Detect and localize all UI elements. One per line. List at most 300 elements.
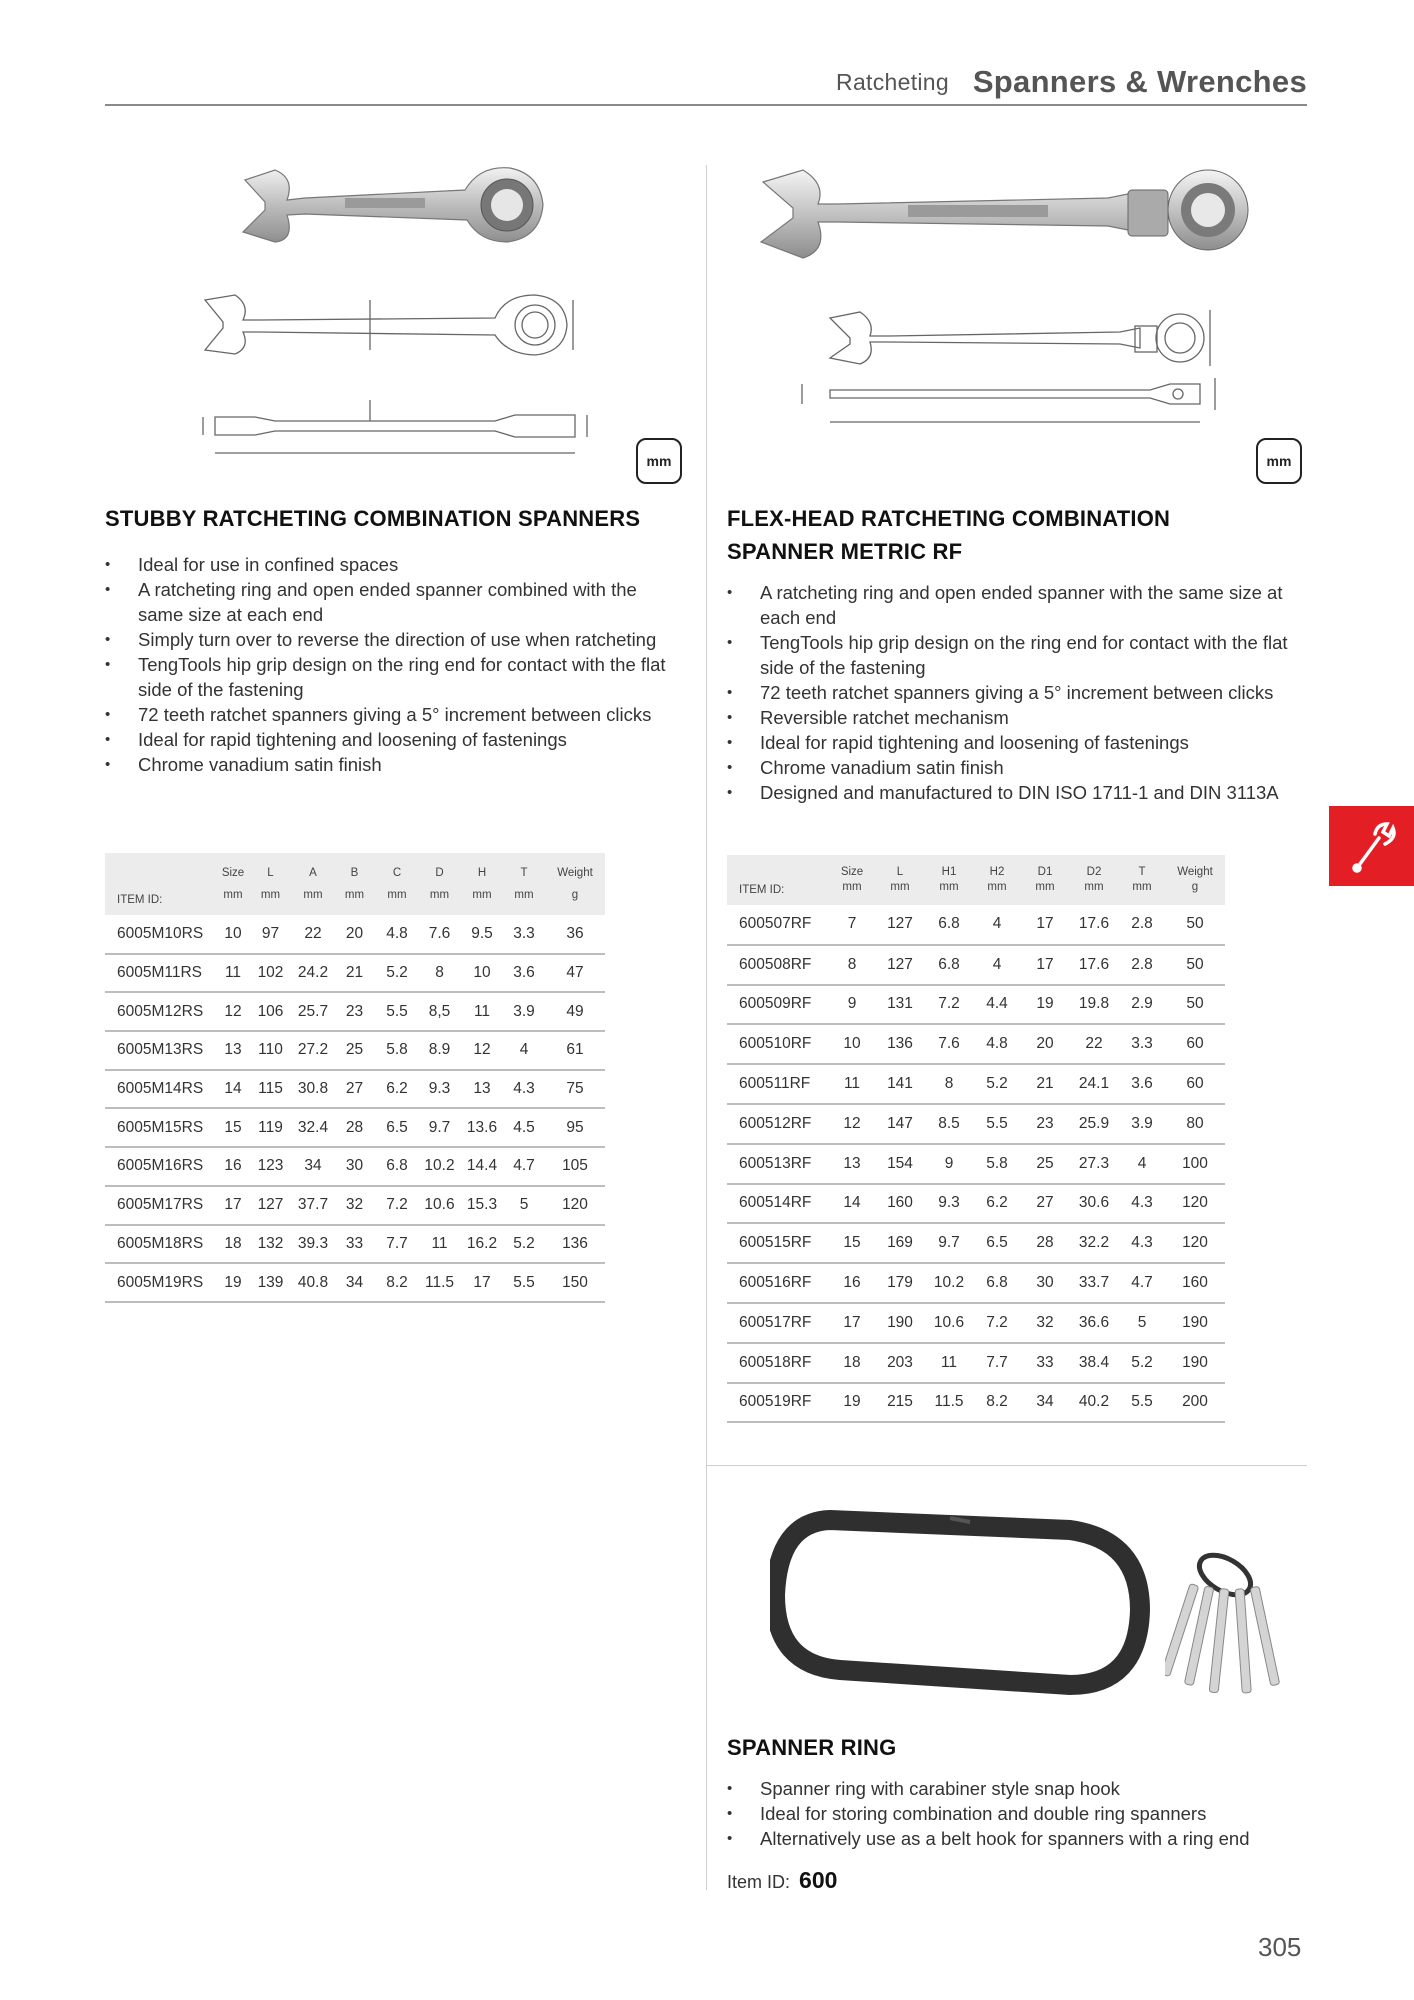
table-cell: 141 [875,1064,925,1104]
table-header-cell: Weight g [1177,866,1213,893]
table-cell: 49 [545,992,605,1031]
table-cell: 5.5 [973,1104,1021,1144]
table-cell: 95 [545,1108,605,1147]
table-row [727,905,1225,945]
item-id-cell: 600515RF [727,1223,829,1263]
table-cell: 17 [1021,945,1069,985]
table-cell: 120 [1165,1184,1225,1224]
table-cell: 80 [1165,1104,1225,1144]
table-row [727,945,1225,985]
item-id-cell: 600507RF [727,905,829,945]
table-cell: 20 [333,915,376,954]
table-cell: 3.9 [503,992,545,1031]
table-cell: 23 [333,992,376,1031]
table-cell: 136 [875,1024,925,1064]
table-cell: 190 [1165,1343,1225,1383]
table-cell: 3.3 [1119,1024,1165,1064]
item-id-cell: 6005M12RS [105,992,218,1031]
table-cell: 11.5 [925,1383,973,1423]
list-item: • TengTools hip grip design on the ring end for contact with the flat side of the fastening [727,630,1307,680]
item-id-cell: 600516RF [727,1263,829,1303]
item-id-cell: 600519RF [727,1383,829,1423]
table-cell: 17 [218,1186,248,1225]
table-cell: 110 [248,1031,293,1070]
table-cell: 136 [545,1225,605,1264]
table-cell: 30 [1021,1263,1069,1303]
table-row [105,915,605,954]
item-id-cell: 6005M13RS [105,1031,218,1070]
table-cell: 23 [1021,1104,1069,1144]
table-row [727,1343,1225,1383]
table-cell: 7.7 [973,1343,1021,1383]
table-cell: 10.2 [418,1147,461,1186]
table-cell: 139 [248,1263,293,1302]
table-header-cell: A mm [303,867,323,901]
table-cell: 28 [1021,1223,1069,1263]
column-divider [706,165,707,1890]
table-cell: 37.7 [293,1186,333,1225]
table-cell: 25.9 [1069,1104,1119,1144]
table-cell: 14.4 [461,1147,503,1186]
table-cell: 4 [973,905,1021,945]
table-cell: 33 [333,1225,376,1264]
table-cell: 17.6 [1069,945,1119,985]
flex-head-spanner-photo [758,162,1273,267]
table-row [727,985,1225,1025]
table-cell: 203 [875,1343,925,1383]
table-cell: 12 [461,1031,503,1070]
table-cell: 215 [875,1383,925,1423]
table-cell: 119 [248,1108,293,1147]
table-header-cell: B mm [344,867,365,901]
table-cell: 6.8 [973,1263,1021,1303]
table-cell: 13 [218,1031,248,1070]
table-cell: 36.6 [1069,1303,1119,1343]
table-cell: 5.8 [973,1144,1021,1184]
table-cell: 13 [461,1070,503,1109]
table-cell: 5.2 [1119,1343,1165,1383]
table-cell: 10.6 [925,1303,973,1343]
table-cell: 5.5 [1119,1383,1165,1423]
table-cell: 6.2 [376,1070,418,1109]
table-row [727,1184,1225,1224]
table-cell: 17 [1021,905,1069,945]
table-cell: 8.9 [418,1031,461,1070]
table-cell: 5.2 [973,1064,1021,1104]
stubby-spec-table [105,853,605,1303]
table-header-cell: H1 mm [939,866,959,893]
table-row [105,954,605,993]
list-item: • Ideal for rapid tightening and loosening of fastenings [105,727,675,752]
table-cell: 190 [1165,1303,1225,1343]
table-cell: 11 [418,1225,461,1264]
table-cell: 27 [333,1070,376,1109]
table-row [105,1147,605,1186]
table-cell: 15.3 [461,1186,503,1225]
table-cell: 75 [545,1070,605,1109]
table-cell: 19 [829,1383,875,1423]
table-cell: 5.5 [503,1263,545,1302]
item-id-cell: 600517RF [727,1303,829,1343]
table-cell: 20 [1021,1024,1069,1064]
table-cell: 22 [1069,1024,1119,1064]
table-cell: 61 [545,1031,605,1070]
table-cell: 11 [925,1343,973,1383]
table-cell: 4.8 [973,1024,1021,1064]
table-cell: 131 [875,985,925,1025]
table-cell: 7.2 [973,1303,1021,1343]
table-cell: 3.3 [503,915,545,954]
table-cell: 3.6 [1119,1064,1165,1104]
table-row [727,1104,1225,1144]
table-cell: 2.8 [1119,945,1165,985]
list-item: • Ideal for rapid tightening and loosening of fastenings [727,730,1307,755]
header-subtitle: Ratcheting [836,69,949,95]
table-cell: 32.2 [1069,1223,1119,1263]
table-cell: 9.5 [461,915,503,954]
item-id-cell: 6005M19RS [105,1263,218,1302]
table-cell: 102 [248,954,293,993]
table-cell: 8 [925,1064,973,1104]
spanner-ring-photo [770,1500,1150,1700]
table-cell: 5 [1119,1303,1165,1343]
table-cell: 10.6 [418,1186,461,1225]
table-cell: 132 [248,1225,293,1264]
table-cell: 4.3 [1119,1223,1165,1263]
table-cell: 28 [333,1108,376,1147]
table-cell: 5.2 [503,1225,545,1264]
table-cell: 97 [248,915,293,954]
section-divider [706,1465,1307,1466]
table-cell: 9.3 [925,1184,973,1224]
list-item: • Ideal for storing combination and double ring spanners [727,1801,1307,1826]
table-cell: 4.7 [503,1147,545,1186]
page-number: 305 [1258,1932,1302,1962]
table-cell: 15 [218,1108,248,1147]
table-cell: 34 [333,1263,376,1302]
table-cell: 24.2 [293,954,333,993]
table-cell: 40.8 [293,1263,333,1302]
flex-head-spec-table [727,855,1225,1423]
item-id-cell: 6005M18RS [105,1225,218,1264]
spanner-set-on-ring-photo [1165,1545,1285,1705]
item-id-cell: 6005M11RS [105,954,218,993]
table-row [105,1108,605,1147]
table-cell: 154 [875,1144,925,1184]
table-cell: 7.6 [925,1024,973,1064]
table-header-cell: D2 mm [1084,866,1104,893]
table-cell: 190 [875,1303,925,1343]
table-header-cell: T mm [1132,866,1152,893]
list-item: • Simply turn over to reverse the direction of use when ratcheting [105,627,675,652]
table-header-cell: L mm [890,866,910,893]
table-cell: 12 [829,1104,875,1144]
table-cell: 27 [1021,1184,1069,1224]
table-cell: 21 [1021,1064,1069,1104]
table-cell: 8 [829,945,875,985]
table-header-row [105,853,605,915]
metric-badge: mm [1256,438,1302,484]
table-cell: 127 [875,945,925,985]
stubby-spanner-side-drawing [195,395,600,460]
table-cell: 60 [1165,1024,1225,1064]
table-cell: 7.2 [925,985,973,1025]
table-cell: 179 [875,1263,925,1303]
table-cell: 4.7 [1119,1263,1165,1303]
table-cell: 22 [293,915,333,954]
table-cell: 123 [248,1147,293,1186]
table-row [105,1070,605,1109]
table-cell: 16 [829,1263,875,1303]
table-row [727,1303,1225,1343]
table-cell: 3.9 [1119,1104,1165,1144]
table-row [727,1144,1225,1184]
table-header-cell: Size mm [840,866,864,893]
table-cell: 25.7 [293,992,333,1031]
item-id-cell: 600510RF [727,1024,829,1064]
table-cell: 47 [545,954,605,993]
table-cell: 18 [218,1225,248,1264]
stubby-feature-list [105,552,675,777]
spanner-ring-item-id [727,1867,837,1894]
table-cell: 106 [248,992,293,1031]
table-cell: 4 [1119,1144,1165,1184]
table-cell: 147 [875,1104,925,1144]
table-cell: 32 [1021,1303,1069,1343]
table-cell: 32 [333,1186,376,1225]
table-cell: 40.2 [1069,1383,1119,1423]
table-cell: 9.3 [418,1070,461,1109]
table-header-row [727,855,1225,905]
list-item: • TengTools hip grip design on the ring end for contact with the flat side of the fastening [105,652,675,702]
table-cell: 11 [461,992,503,1031]
table-cell: 10 [829,1024,875,1064]
stubby-section-title: STUBBY RATCHETING COMBINATION SPANNERS [105,506,641,531]
item-id-label: Item ID: [727,1872,791,1892]
table-header-cell: ITEM ID: [739,884,785,896]
table-row [105,1225,605,1264]
item-id-cell: 600513RF [727,1144,829,1184]
table-cell: 34 [1021,1383,1069,1423]
table-cell: 7.6 [418,915,461,954]
table-cell: 18 [829,1343,875,1383]
section-tab[interactable] [1329,806,1414,886]
table-cell: 27.3 [1069,1144,1119,1184]
item-id-cell: 600514RF [727,1184,829,1224]
table-cell: 6.8 [925,945,973,985]
list-item: • Chrome vanadium satin finish [727,755,1307,780]
table-cell: 17 [461,1263,503,1302]
table-cell: 11.5 [418,1263,461,1302]
table-cell: 115 [248,1070,293,1109]
table-cell: 17.6 [1069,905,1119,945]
table-cell: 34 [293,1147,333,1186]
item-id-cell: 6005M15RS [105,1108,218,1147]
list-item: • Ideal for use in confined spaces [105,552,675,577]
table-header-cell: C mm [387,867,407,901]
table-cell: 6.5 [973,1223,1021,1263]
table-cell: 16.2 [461,1225,503,1264]
table-cell: 50 [1165,905,1225,945]
table-cell: 200 [1165,1383,1225,1423]
table-cell: 9.7 [418,1108,461,1147]
item-id-cell: 6005M14RS [105,1070,218,1109]
table-cell: 33.7 [1069,1263,1119,1303]
table-cell: 7.7 [376,1225,418,1264]
table-header-cell: D mm [429,867,450,901]
table-cell: 25 [1021,1144,1069,1184]
table-cell: 7 [829,905,875,945]
flex-head-section-title [727,502,1170,568]
table-cell: 2.8 [1119,905,1165,945]
stubby-spanner-top-drawing [195,290,585,360]
table-header-cell: Size mm [221,867,245,901]
table-cell: 27.2 [293,1031,333,1070]
table-cell: 38.4 [1069,1343,1119,1383]
wrench-icon [1347,818,1397,874]
table-cell: 8.2 [973,1383,1021,1423]
table-cell: 30.6 [1069,1184,1119,1224]
table-cell: 19 [218,1263,248,1302]
table-cell: 15 [829,1223,875,1263]
table-row [727,1024,1225,1064]
table-cell: 11 [829,1064,875,1104]
table-cell: 12 [218,992,248,1031]
table-header-cell: ITEM ID: [117,894,163,906]
table-cell: 13.6 [461,1108,503,1147]
item-id-cell: 600518RF [727,1343,829,1383]
table-row [727,1223,1225,1263]
item-id-cell: 6005M10RS [105,915,218,954]
table-cell: 16 [218,1147,248,1186]
table-cell: 21 [333,954,376,993]
item-id-cell: 600509RF [727,985,829,1025]
table-cell: 30 [333,1147,376,1186]
table-cell: 6.2 [973,1184,1021,1224]
table-cell: 24.1 [1069,1064,1119,1104]
table-cell: 4.3 [1119,1184,1165,1224]
table-cell: 8 [418,954,461,993]
table-cell: 160 [1165,1263,1225,1303]
table-cell: 11 [218,954,248,993]
table-cell: 5.5 [376,992,418,1031]
table-cell: 150 [545,1263,605,1302]
title-line: SPANNER METRIC RF [727,539,963,564]
list-item: • 72 teeth ratchet spanners giving a 5° increment between clicks [105,702,675,727]
spanner-ring-feature-list [727,1776,1307,1851]
table-cell: 6.8 [925,905,973,945]
table-cell: 8,5 [418,992,461,1031]
table-cell: 13 [829,1144,875,1184]
item-id-cell: 6005M17RS [105,1186,218,1225]
table-cell: 9 [925,1144,973,1184]
table-cell: 169 [875,1223,925,1263]
list-item: • Designed and manufactured to DIN ISO 1711-1 and DIN 3113A [727,780,1307,805]
spanner-ring-title: SPANNER RING [727,1735,897,1760]
list-item: • A ratcheting ring and open ended spanner with the same size at each end [727,580,1307,630]
table-cell: 9.7 [925,1223,973,1263]
list-item: • Spanner ring with carabiner style snap hook [727,1776,1307,1801]
table-cell: 5.2 [376,954,418,993]
table-cell: 120 [1165,1223,1225,1263]
table-cell: 30.8 [293,1070,333,1109]
flex-head-feature-list [727,580,1307,805]
table-cell: 4 [503,1031,545,1070]
table-row [105,1186,605,1225]
list-item: • Alternatively use as a belt hook for spanners with a ring end [727,1826,1307,1851]
table-cell: 8.2 [376,1263,418,1302]
table-row [727,1064,1225,1104]
table-row [727,1263,1225,1303]
item-id-cell: 600508RF [727,945,829,985]
table-header-cell: L mm [260,867,281,901]
table-header-cell: D1 mm [1035,866,1055,893]
table-cell: 7.2 [376,1186,418,1225]
metric-badge: mm [636,438,682,484]
table-cell: 4 [973,945,1021,985]
table-cell: 8.5 [925,1104,973,1144]
header-title: Spanners & Wrenches [972,64,1307,99]
table-cell: 5 [503,1186,545,1225]
table-cell: 105 [545,1147,605,1186]
table-header-cell: Weight g [557,867,593,901]
table-cell: 14 [829,1184,875,1224]
table-cell: 4.4 [973,985,1021,1025]
table-cell: 2.9 [1119,985,1165,1025]
table-row [105,1263,605,1302]
table-cell: 127 [875,905,925,945]
item-id-cell: 600511RF [727,1064,829,1104]
item-id-value: 600 [799,1867,838,1893]
table-cell: 10 [461,954,503,993]
table-cell: 160 [875,1184,925,1224]
stubby-spanner-photo [235,160,555,250]
table-cell: 3.6 [503,954,545,993]
table-header-cell: H2 mm [987,866,1007,893]
flex-head-spanner-drawing [790,300,1230,440]
item-id-cell: 600512RF [727,1104,829,1144]
table-cell: 39.3 [293,1225,333,1264]
title-line: FLEX-HEAD RATCHETING COMBINATION [727,506,1171,531]
table-cell: 10 [218,915,248,954]
table-cell: 6.8 [376,1147,418,1186]
page-header [105,60,1307,106]
table-cell: 6.5 [376,1108,418,1147]
table-header-cell: T mm [514,867,534,901]
table-cell: 17 [829,1303,875,1343]
table-cell: 50 [1165,985,1225,1025]
list-item: • 72 teeth ratchet spanners giving a 5° increment between clicks [727,680,1307,705]
table-cell: 120 [545,1186,605,1225]
table-cell: 5.8 [376,1031,418,1070]
table-cell: 50 [1165,945,1225,985]
table-cell: 10.2 [925,1263,973,1303]
table-cell: 25 [333,1031,376,1070]
table-cell: 4.8 [376,915,418,954]
table-cell: 127 [248,1186,293,1225]
table-cell: 9 [829,985,875,1025]
list-item: • Reversible ratchet mechanism [727,705,1307,730]
table-header-cell: H mm [472,867,492,901]
table-row [105,1031,605,1070]
table-cell: 19.8 [1069,985,1119,1025]
table-cell: 4.3 [503,1070,545,1109]
table-cell: 33 [1021,1343,1069,1383]
list-item: • Chrome vanadium satin finish [105,752,675,777]
table-cell: 36 [545,915,605,954]
table-cell: 19 [1021,985,1069,1025]
table-cell: 60 [1165,1064,1225,1104]
